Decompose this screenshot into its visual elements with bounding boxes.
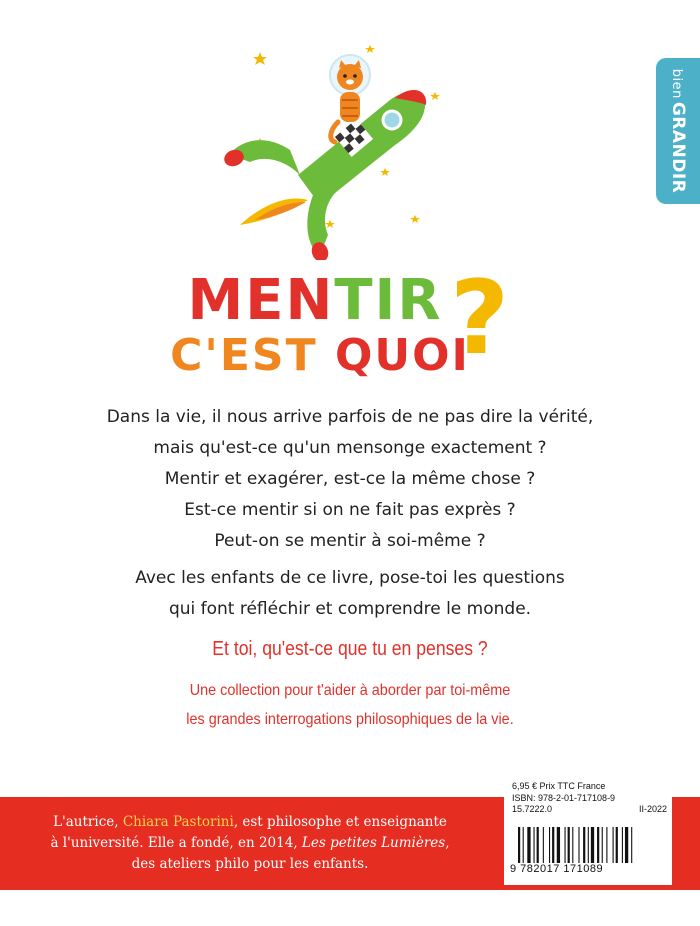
author-bio: L'autrice, Chiara Pastorini, est philosophe et enseignante à l'université. Elle a fondé, en 2014, Les petites Lumières, des ateliers philo pour les enfants. [50,814,450,872]
invite-paragraph: Avec les enfants de ce livre, pose-toi les questions qui font réfléchir et comprendre le monde. [135,568,565,619]
edition-code: II-2022 [638,804,667,814]
price-label: 6,95 € Prix TTC France [512,781,606,791]
barcode-icon [518,827,666,865]
collection-description: Une collection pour t'aider à aborder par toi-même les grandes interrogations philosophiques de la vie. [186,682,514,728]
product-code: 15.7222.0 [512,804,553,814]
ean-number: 9 782017 171089 [510,863,604,875]
collection-tab [656,58,700,204]
intro-paragraph: Dans la vie, il nous arrive parfois de ne pas dire la vérité, mais qu'est-ce qu'un mensonge exactement ? Mentir et exagérer, est-ce la même chose ? Est-ce mentir si on ne fait pas exprès ? Peut-on se mentir à soi-même ? [106,407,594,551]
barcode-box [504,775,672,885]
collection-tab-small: bien [669,68,684,99]
title-line-1: MENTIR [187,268,443,333]
workshop-name: Les petites Lumières [301,835,446,851]
cat-rocket-illustration [220,30,460,260]
question-line: Et toi, qu'est-ce que tu en penses ? [212,638,488,660]
collection-tab-big: GRANDIR [668,101,688,194]
isbn-label: ISBN: 978-2-01-717108-9 [512,792,616,803]
author-name: Chiara Pastorini [122,814,234,830]
title-line-2: C'EST QUOI [170,330,470,381]
title-question-mark: ? [450,259,510,378]
